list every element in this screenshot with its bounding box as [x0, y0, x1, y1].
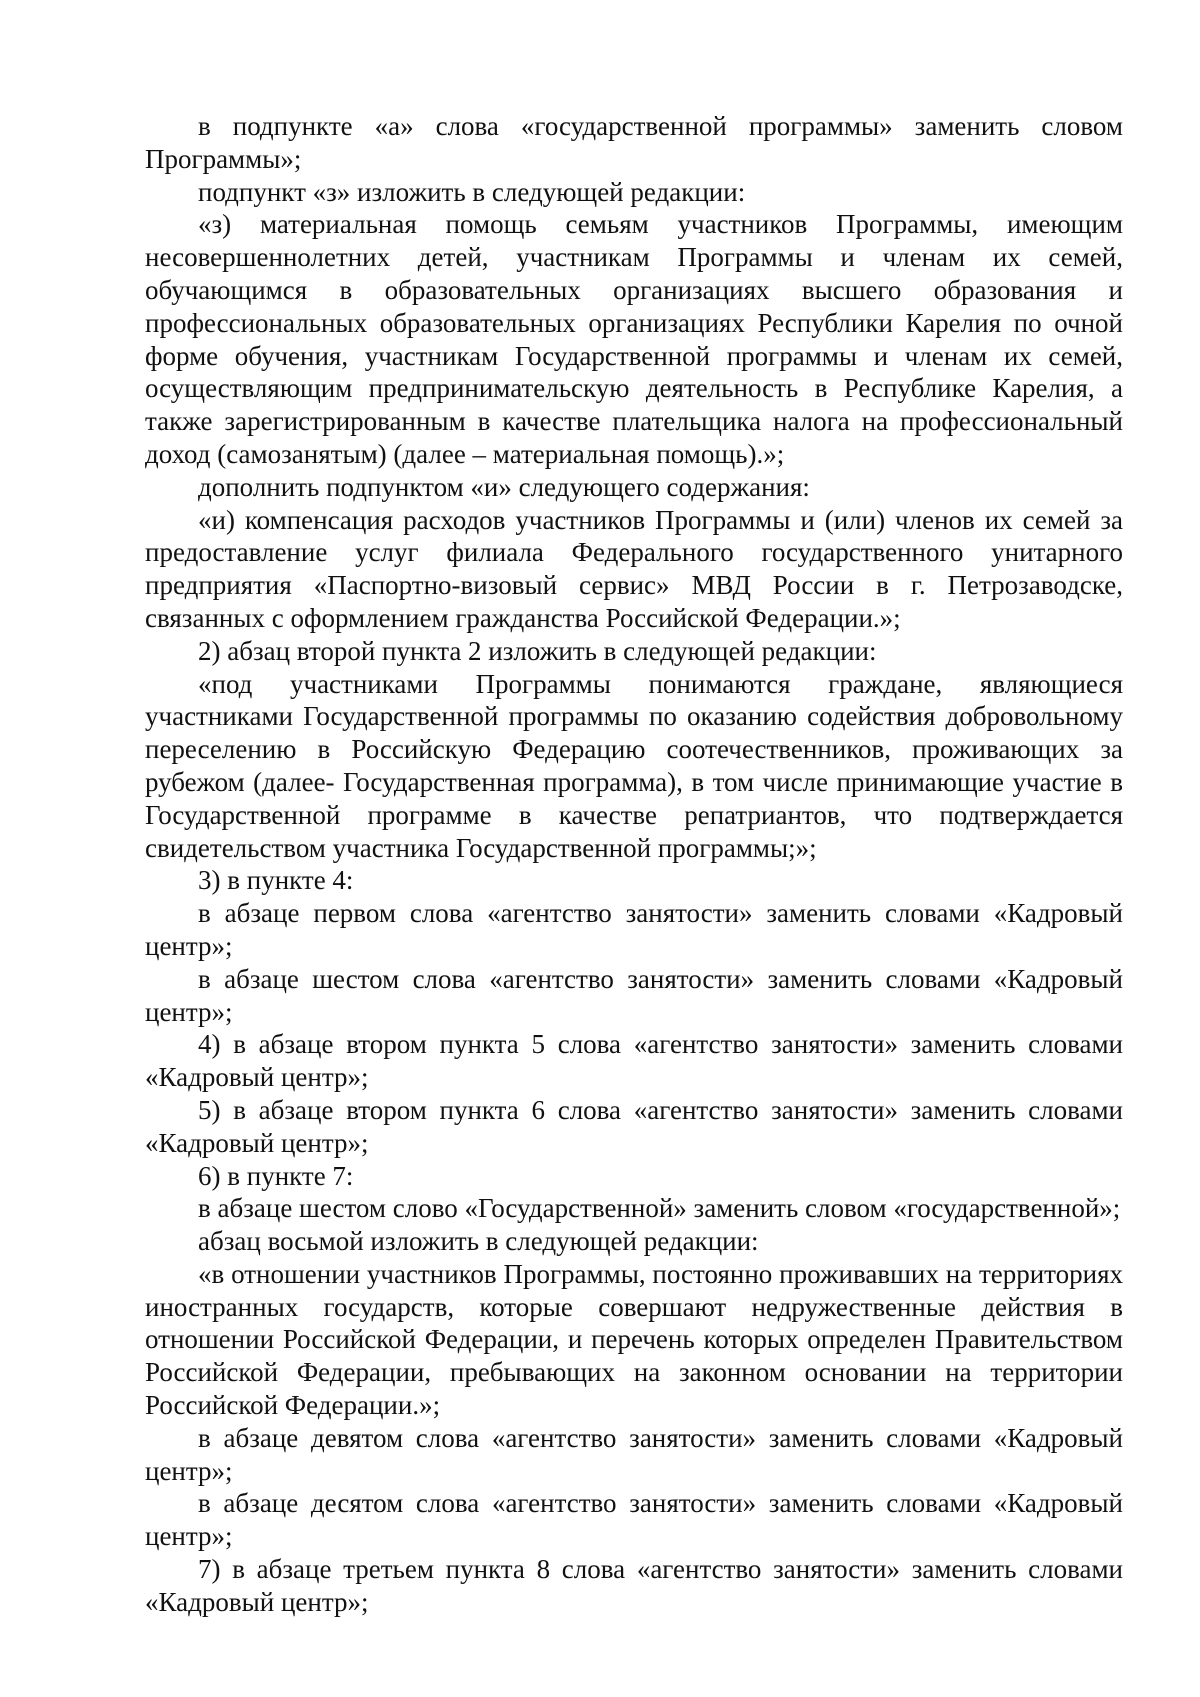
paragraph: «з) материальная помощь семьям участников Программы, имеющим несовершеннолетних детей, участникам Программы и членам их семей, обучающимся в образовательных организациях высшего образования и профессиональных образовательных организациях Республики Карелия по очной форме обучения, участникам Государственной программы и членам их семей, осуществляющим предпринимательскую деятельность в Республике Карелия, а также зарегистрированным в качестве плательщика налога на профессиональный доход (самозанятым) (далее – материальная помощь).»;	[145, 209, 1123, 469]
paragraph: в абзаце девятом слова «агентство занятости» заменить словами «Кадровый центр»;	[145, 1422, 1123, 1486]
paragraph: «под участниками Программы понимаются граждане, являющиеся участниками Государственной программы по оказанию содействия добровольному переселению в Российскую Федерацию соотечественников, проживающих за рубежом (далее- Государственная программа), в том числе принимающие участие в Государственной программе в качестве репатриантов, что подтверждается свидетельством участника Государственной программы;»;	[145, 668, 1123, 863]
paragraph: 4) в абзаце втором пункта 5 слова «агентство занятости» заменить словами «Кадровый центр»;	[145, 1029, 1123, 1093]
paragraph: 5) в абзаце втором пункта 6 слова «агентство занятости» заменить словами «Кадровый центр»;	[145, 1094, 1123, 1158]
paragraph: дополнить подпунктом «и» следующего содержания:	[198, 471, 810, 502]
paragraph: 6) в пункте 7:	[198, 1160, 354, 1191]
paragraph: в абзаце шестом слово «Государственной» заменить словом «государственной»;	[198, 1193, 1121, 1224]
paragraph: 7) в абзаце третьем пункта 8 слова «агентство занятости» заменить словами «Кадровый центр»;	[145, 1554, 1123, 1617]
paragraph: «в отношении участников Программы, постоянно проживавших на территориях иностранных государств, которые совершают недружественные действия в отношении Российской Федерации, и перечень которых определен Правительством Российской Федерации, пребывающих на законном основании на территории Российской Федерации.»;	[145, 1258, 1123, 1421]
paragraph: абзац восьмой изложить в следующей редакции:	[198, 1226, 759, 1257]
document-page	[145, 110, 1123, 1619]
paragraph: подпункт «з» изложить в следующей редакции:	[198, 176, 746, 207]
paragraph: «и) компенсация расходов участников Программы и (или) членов их семей за предоставление услуг филиала Федерального государственного унитарного предприятия «Паспортно-визовый сервис» МВД России в г. Петрозаводске, связанных с оформлением гражданства Российской Федерации.»;	[145, 504, 1123, 633]
paragraph: в абзаце первом слова «агентство занятости» заменить словами «Кадровый центр»;	[145, 898, 1123, 961]
paragraph: 2) абзац второй пункта 2 изложить в следующей редакции:	[198, 635, 877, 666]
paragraph: в абзаце шестом слова «агентство занятости» заменить словами «Кадровый центр»;	[145, 963, 1123, 1027]
paragraph: в абзаце десятом слова «агентство занятости» заменить словами «Кадровый центр»;	[145, 1488, 1123, 1552]
paragraph: в подпункте «а» слова «государственной программы» заменить словом Программы»;	[145, 111, 1123, 174]
paragraph: 3) в пункте 4:	[198, 865, 354, 896]
